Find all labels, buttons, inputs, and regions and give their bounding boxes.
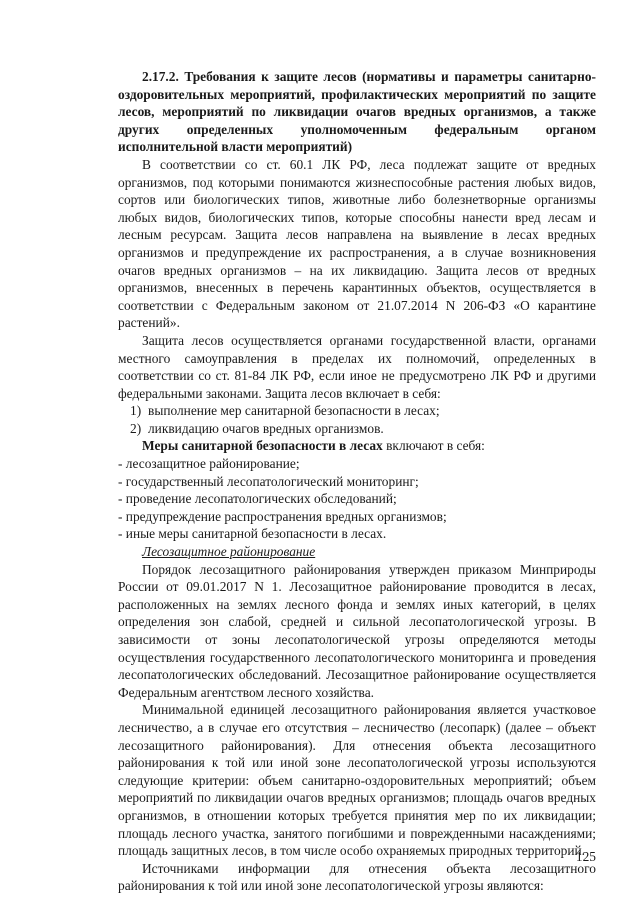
paragraph-forest-protection-basis: В соответствии со ст. 60.1 ЛК РФ, леса подлежат защите от вредных организмов, под которыми понимаются жизнеспособные растения любых видов, сортов или биологических типов, животные либо болезнетворные организмы любых видов, биологических типов, которые способны нанести вред лесам и лесным ресурсам. Защита лесов направлена на выявление в лесах вредных организмов и предупреждение их распространения, а в случае возникновения очагов вредных организмов – на их ликвидацию. Защита лесов от вредных организмов, внесенных в перечень карантинных объектов, осуществляется в соответствии с Федеральным законом от 21.07.2014 N 206-ФЗ «О карантине растений».: [118, 156, 596, 331]
list-text: ликвидацию очагов вредных организмов.: [148, 420, 384, 436]
list-item: [130, 402, 596, 420]
paragraph-sanitary-measures: [118, 437, 596, 455]
paragraph-text: включают в себя:: [382, 438, 485, 454]
list-item: - государственный лесопатологический мониторинг;: [118, 473, 419, 489]
paragraph-authorities: Защита лесов осуществляется органами государственной власти, органами местного самоуправления в пределах их полномочий, определенных в соответствии со ст. 81-84 ЛК РФ, если иное не предусмотрено ЛК РФ и другими федеральными законами. Защита лесов включает в себя:: [118, 332, 596, 401]
page-number: 125: [575, 849, 596, 864]
subsection-heading: Лесозащитное районирование: [142, 544, 316, 560]
protection-measures-list: [118, 402, 596, 437]
list-item: - проведение лесопатологических обследований;: [118, 491, 397, 507]
paragraph-zoning-unit: Минимальной единицей лесозащитного районирования является участковое лесничество, а в случае его отсутствия – лесничество (лесопарк) (далее – объект лесозащитного районирования). Для отнесения объекта лесозащитного районирования к той или иной зоне лесопатологической угрозы используются следующие критерии: объем санитарно-оздоровительных мероприятий; объем мероприятий по ликвидации очагов вредных организмов; площадь очагов вредных организмов, в отношении которых требуется принятия мер по их ликвидации; площадь лесного участка, занятого погибшими и поврежденными насаждениями; площадь защитных лесов, в том числе особо охраняемых природных территорий.: [118, 702, 596, 859]
list-item: - предупреждение распространения вредных организмов;: [118, 508, 447, 524]
list-text: выполнение мер санитарной безопасности в лесах;: [148, 403, 440, 419]
paragraph-information-sources: Источниками информации для отнесения объекта лесозащитного районирования к той или иной зоне лесопатологической угрозы являются:: [118, 860, 596, 894]
section-heading: 2.17.2. Требования к защите лесов (нормативы и параметры санитарно-оздоровительных мероприятий, профилактических мероприятий по защите лесов, мероприятий по ликвидации очагов вредных организмов, а также других определенных уполномоченным федеральным органом исполнительной власти мероприятий): [118, 69, 596, 155]
paragraph-zoning-order: Порядок лесозащитного районирования утвержден приказом Минприроды России от 09.01.2017 N 1. Лесозащитное районирование проводится в лесах, расположенных на землях лесного фонда и землях иных категорий, в целях определения зон слабой, средней и сильной лесопатологической угрозы. В зависимости от зоны лесопатологической угрозы определяются методы осуществления государственного лесопатологического мониторинга и проведения лесопатологических обследований. Лесозащитное районирование осуществляется Федеральным агентством лесного хозяйства.: [118, 561, 596, 700]
list-item: [130, 420, 596, 438]
sanitary-measures-list: [118, 455, 596, 543]
list-item: - иные меры санитарной безопасности в лесах.: [118, 526, 387, 542]
list-item: - лесозащитное районирование;: [118, 456, 300, 472]
list-number: 1): [130, 403, 142, 419]
bold-term: Меры санитарной безопасности в лесах: [142, 438, 383, 454]
list-number: 2): [130, 420, 142, 436]
